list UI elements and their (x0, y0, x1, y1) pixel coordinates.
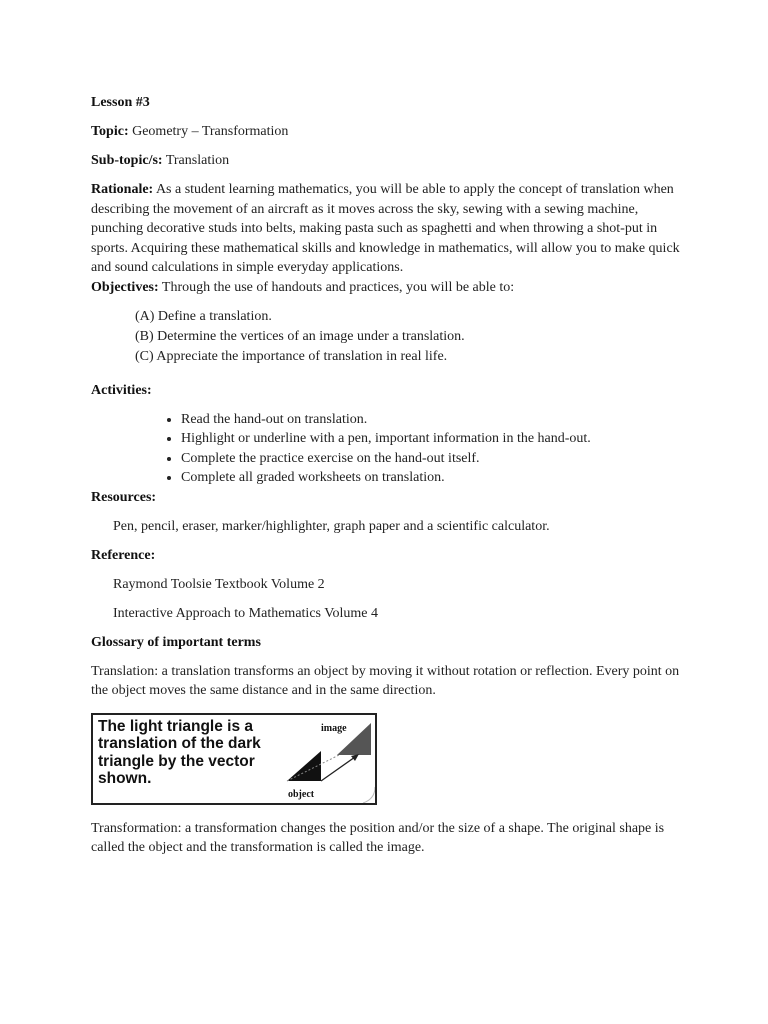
objectives-list (135, 307, 691, 367)
activity-item: • Read the hand-out on translation. (181, 410, 691, 430)
objective-item: (C) Appreciate the importance of translation in real life. (135, 348, 448, 364)
reference-heading: Reference: (91, 547, 156, 563)
activity-item: • Complete the practice exercise on the hand-out itself. (181, 449, 691, 469)
topic-line: Topic: Geometry – Transformation (91, 124, 289, 139)
reference-item: Interactive Approach to Mathematics Volume 4 (113, 605, 379, 621)
page-curl (363, 787, 375, 803)
subtopic-line: Sub-topic/s: Translation (91, 153, 230, 168)
activity-item: • Complete all graded worksheets on translation. (181, 468, 691, 488)
glossary-heading: Glossary of important terms (91, 634, 261, 650)
figure-caption: The light triangle is a translation of the dark triangle by the vector shown. (98, 717, 261, 787)
activities-list (91, 410, 691, 488)
glossary-translation: Translation: a translation transforms an object by moving it without rotation or reflection. Every point on the object moves the same distance and in the same direction. (91, 663, 680, 698)
objective-item: (B) Determine the vertices of an image under a translation. (135, 328, 465, 344)
lesson-title: Lesson #3 (91, 95, 150, 110)
translation-figure (91, 713, 377, 805)
translation-diagram (93, 715, 375, 803)
image-label: image (321, 722, 347, 734)
glossary-transformation: Transformation: a transformation changes the position and/or the size of a shape. The original shape is called the object and the transformation is called the image. (91, 820, 665, 855)
document-page (91, 93, 691, 858)
activities-heading: Activities: (91, 382, 152, 398)
reference-item: Raymond Toolsie Textbook Volume 2 (113, 576, 325, 592)
objective-item: (A) Define a translation. (135, 308, 272, 324)
vector-arrowhead (351, 754, 359, 761)
rationale-paragraph: Rationale: As a student learning mathematics, you will be able to apply the concept of translation when describing the movement of an aircraft as it moves across the sky, sewing with a sewing machine, punching decorative studs into belts, making pasta such as spaghetti and when throwing a shot-put in sports. Acquiring these mathematical skills and knowledge in mathematics, will allow you to make quick and sound calculations in simple everyday applications. (91, 182, 680, 275)
activity-item: • Highlight or underline with a pen, important information in the hand-out. (181, 429, 691, 449)
vector-line (321, 757, 355, 781)
object-label: object (288, 788, 315, 800)
resources-text: Pen, pencil, eraser, marker/highlighter, graph paper and a scientific calculator. (113, 518, 550, 534)
resources-heading: Resources: (91, 489, 157, 505)
objectives-line: Objectives: Through the use of handouts and practices, you will be able to: (91, 279, 515, 295)
